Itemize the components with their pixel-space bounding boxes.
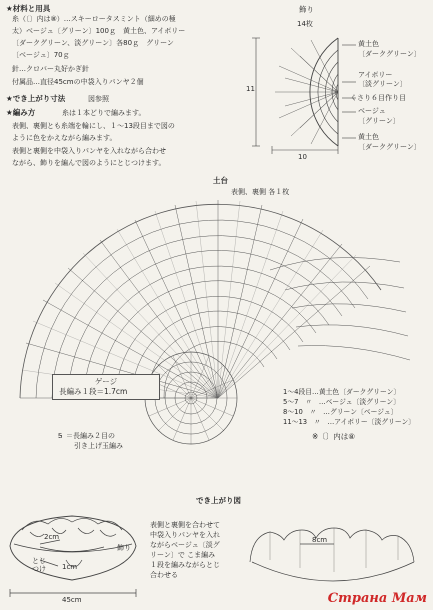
materials-yarn-2: 太）ベージュ〔グリーン〕100ｇ 黄土色、アイボリー <box>12 27 186 35</box>
decoration-label-3: アイボリー <box>358 71 393 79</box>
finished-note-line-2: 中袋入りパンヤを入れ <box>150 531 220 539</box>
decoration-dim-height: 11 <box>246 85 255 93</box>
finished-label-tsuke: つけ <box>32 565 46 573</box>
decoration-label-6: ベージュ <box>358 107 386 115</box>
method-line-1: 糸は１本どりで編みます。 <box>62 109 146 117</box>
decoration-label-2: 〔ダークグリーン〕 <box>358 50 421 58</box>
method-line-5: ながら、飾りを編んで図のようにとじつけます。 <box>12 159 166 167</box>
color-legend-row: 5～7 〃 …ベージュ〔淡グリーン〕 <box>283 397 400 406</box>
decoration-label-5: くさり６目作り目 <box>350 94 406 102</box>
method-line-4: 表側と裏側を中袋入りパンヤを入れながら合わせ <box>12 147 166 155</box>
finished-dim-8cm: 8cm <box>312 536 328 544</box>
stitch-note-line-2: 引き上げ玉編み <box>74 442 123 450</box>
finished-note-line-4: リーン〕で こま編み <box>150 551 216 559</box>
decoration-label-4: 〔淡グリーン〕 <box>358 80 407 88</box>
decoration-count: 14枚 <box>297 20 313 28</box>
color-legend-row: 8～10 〃 …グリーン〔ベージュ〕 <box>283 407 398 416</box>
finished-title: でき上がり図 <box>196 496 241 505</box>
decoration-label-7: 〔グリーン〕 <box>358 117 400 125</box>
finished-note-line-1: 表側と裏側を合わせて <box>150 521 220 529</box>
method-line-3: ように色をかえながら編みます。 <box>12 134 117 142</box>
finished-note-line-5: １段を編みながらとじ <box>150 561 220 569</box>
color-legend-note: ※〔〕内は⑧ <box>312 432 356 441</box>
stitch-symbol-icon: Ꭶ <box>58 432 63 440</box>
decoration-label-9: 〔ダークグリーン〕 <box>358 143 421 151</box>
method-line-2: 表側、裏側とも糸端を輪にし、１～13段目まで図の <box>12 122 175 130</box>
finished-dim-2cm: 2cm <box>44 533 60 541</box>
site-watermark: Страна Мам <box>327 591 427 606</box>
finished-dim-45cm: 45cm <box>62 596 82 604</box>
decoration-label-1: 黄土色 <box>358 40 379 48</box>
decoration-dim-width: 10 <box>298 153 307 161</box>
materials-yarn: 糸（〔〕内は⑧）…スキーロータスミント（細めの極 <box>12 15 176 23</box>
base-subtitle: 表側、裏側 各１枚 <box>231 188 290 196</box>
base-title: 土台 <box>213 176 228 185</box>
color-legend-row: 11～13 〃 …アイボリー〔淡グリーン〕 <box>283 417 416 426</box>
size-heading: ★でき上がり寸法 <box>6 94 66 103</box>
finished-dim-1cm: 1cm <box>62 563 78 571</box>
size-value: 図参照 <box>88 95 109 103</box>
materials-needle: 針…クロバー丸好かぎ針 <box>12 65 89 73</box>
materials-heading: ★材料と用具 <box>6 4 51 13</box>
gauge-title: ゲージ <box>94 377 118 386</box>
materials-yarn-4: 〔ベージュ〕70ｇ <box>12 51 70 59</box>
finished-label-toji: とじ <box>32 557 46 565</box>
method-heading: ★編み方 <box>6 108 36 117</box>
color-legend-row: 1～4段目…黄土色〔ダークグリーン〕 <box>283 388 401 396</box>
decoration-label-8: 黄土色 <box>358 133 379 141</box>
gauge-value: 長編み１段＝1.7cm <box>59 387 128 397</box>
stitch-note-line-1: ＝長編み２目の <box>66 432 115 440</box>
decoration-title: 飾り <box>299 5 314 14</box>
finished-label-kazari: 飾り <box>117 544 131 552</box>
materials-accessory: 付属品…直径45cmの中袋入りパンヤ２個 <box>12 78 144 86</box>
materials-yarn-3: 〔ダークグリーン、淡グリーン〕各80ｇ グリーン <box>12 39 174 47</box>
finished-note-line-6: 合わせる <box>150 571 178 579</box>
finished-note-line-3: ながらベージュ〔淡グ <box>150 541 220 549</box>
